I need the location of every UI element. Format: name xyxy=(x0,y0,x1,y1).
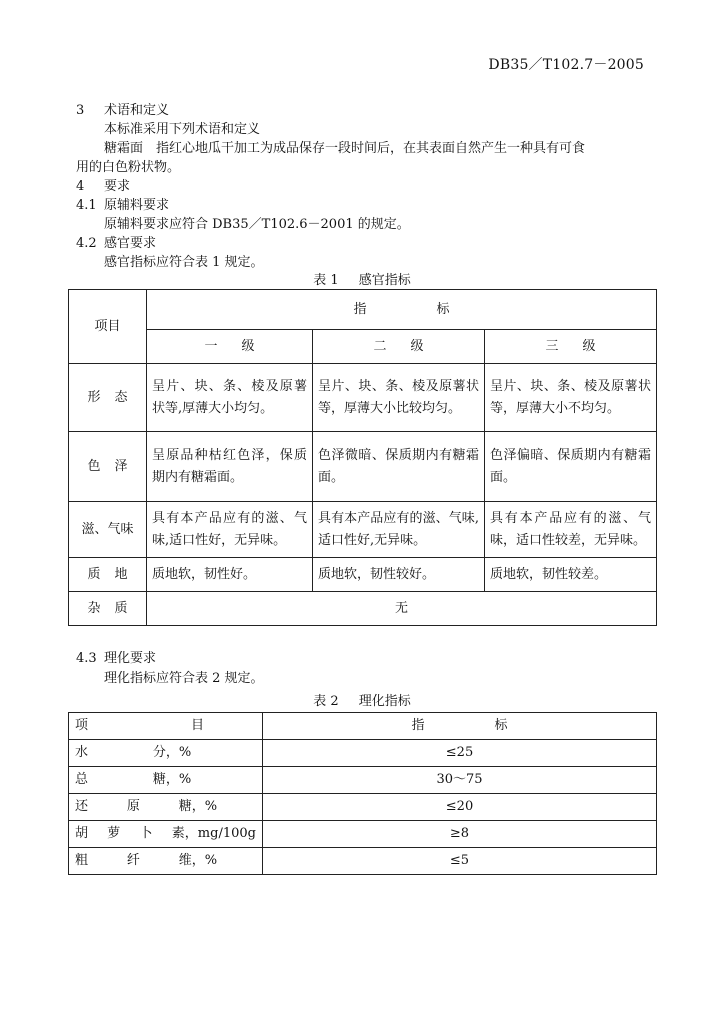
label-part: 粗 xyxy=(75,853,89,868)
table-1-caption xyxy=(0,272,724,290)
header-char: 二 xyxy=(373,338,387,354)
table-row xyxy=(69,821,657,848)
label-char: 态 xyxy=(114,389,128,405)
table-cell: ≤20 xyxy=(263,794,657,821)
header-char: 级 xyxy=(241,338,255,354)
header-char: 目 xyxy=(190,718,204,733)
label-char: 杂 xyxy=(87,600,101,616)
section-4-1-heading xyxy=(76,197,169,215)
section-3-heading xyxy=(76,102,169,120)
label-part: 原 xyxy=(126,799,140,814)
table-cell: ≥8 xyxy=(263,821,657,848)
header-item xyxy=(69,713,263,740)
caption-title: 感官指标 xyxy=(358,273,411,288)
row-label xyxy=(69,767,263,794)
table-row xyxy=(69,558,657,592)
table-row xyxy=(69,767,657,794)
row-label xyxy=(69,592,147,626)
section-4-3-heading xyxy=(76,650,156,668)
table-cell: 具有本产品应有的滋、气味,适口性好,无异味。 xyxy=(313,502,485,558)
label-char: 形 xyxy=(87,389,101,405)
table-row xyxy=(69,794,657,821)
section-4-3-text: 理化指标应符合表 2 规定。 xyxy=(104,671,264,686)
caption-number: 表 1 xyxy=(313,273,339,288)
header-char: 三 xyxy=(545,338,559,354)
header-char: 指 xyxy=(353,301,367,317)
table-cell: 呈片、块、条、棱及原薯状等,厚薄大小均匀。 xyxy=(147,364,313,432)
table-cell: 具有本产品应有的滋、气味,适口性好，无异味。 xyxy=(147,502,313,558)
section-title: 术语和定义 xyxy=(104,103,170,118)
row-label xyxy=(69,821,263,848)
table-cell: 具有本产品应有的滋、气味，适口性较差，无异味。 xyxy=(485,502,657,558)
label-part: 维，% xyxy=(178,853,218,868)
table-cell: 色泽偏暗、保质期内有糖霜面。 xyxy=(485,432,657,502)
label-char: 色 xyxy=(87,458,101,474)
header-char: 指 xyxy=(411,718,425,733)
header-item: 项目 xyxy=(69,290,147,364)
document-id: DB35／T102.7－2005 xyxy=(488,57,644,73)
section-title: 感官要求 xyxy=(104,236,157,251)
section-title: 原辅料要求 xyxy=(104,198,170,213)
header-grade-1 xyxy=(147,330,313,364)
label-part: 糖，% xyxy=(152,772,192,787)
definition-text: 指红心地瓜干加工为成品保存一段时间后，在其表面自然产生一种具有可食 xyxy=(156,141,586,156)
table-cell: 质地软，韧性好。 xyxy=(147,558,313,592)
row-label: 滋、气味 xyxy=(69,502,147,558)
label-part: 萝 xyxy=(107,826,121,841)
header-grade-2 xyxy=(313,330,485,364)
table-row xyxy=(69,364,657,432)
sensory-index-table xyxy=(68,289,657,626)
physicochemical-index-table xyxy=(68,712,657,875)
caption-title: 理化指标 xyxy=(358,694,411,709)
section-4-1-text: 原辅料要求应符合 DB35／T102.6－2001 的规定。 xyxy=(104,217,410,232)
label-part: 分，% xyxy=(152,745,192,760)
table-cell: 质地软，韧性较差。 xyxy=(485,558,657,592)
section-number: 4.2 xyxy=(76,236,97,251)
row-label xyxy=(69,432,147,502)
row-label xyxy=(69,558,147,592)
table-row xyxy=(69,740,657,767)
table-cell: ≤5 xyxy=(263,848,657,875)
row-label xyxy=(69,364,147,432)
header-index xyxy=(147,290,657,330)
label-part: 纤 xyxy=(126,853,140,868)
definition-term: 糖霜面 xyxy=(104,141,144,156)
table-row xyxy=(69,592,657,626)
row-label xyxy=(69,740,263,767)
definition-line xyxy=(104,140,585,158)
table-row xyxy=(69,432,657,502)
header-char: 标 xyxy=(436,301,450,317)
label-char: 泽 xyxy=(114,458,128,474)
table-cell: 呈原品种枯红色泽，保质期内有糖霜面。 xyxy=(147,432,313,502)
table-cell: 30～75 xyxy=(263,767,657,794)
label-part: 卜 xyxy=(139,826,153,841)
label-char: 质 xyxy=(114,600,128,616)
table-cell: 质地软，韧性较好。 xyxy=(313,558,485,592)
label-part: 还 xyxy=(75,799,89,814)
header-char: 一 xyxy=(204,338,218,354)
section-number: 4.1 xyxy=(76,198,97,213)
table-2-caption xyxy=(0,693,724,711)
section-title: 要求 xyxy=(104,179,131,194)
caption-number: 表 2 xyxy=(313,694,339,709)
row-label xyxy=(69,794,263,821)
table-cell: 呈片、块、条、棱及原薯状等，厚薄大小不均匀。 xyxy=(485,364,657,432)
header-char: 标 xyxy=(494,718,508,733)
header-char: 项 xyxy=(75,718,89,733)
section-title: 理化要求 xyxy=(104,651,157,666)
section-4-heading xyxy=(76,178,130,196)
table-cell: ≤25 xyxy=(263,740,657,767)
table-cell: 呈片、块、条、棱及原薯状等，厚薄大小比较均匀。 xyxy=(313,364,485,432)
table-row xyxy=(69,848,657,875)
label-part: 胡 xyxy=(75,826,89,841)
definition-continuation: 用的白色粉状物。 xyxy=(76,160,181,175)
header-index xyxy=(263,713,657,740)
header-char: 级 xyxy=(410,338,424,354)
header-grade-3 xyxy=(485,330,657,364)
row-label xyxy=(69,848,263,875)
label-part: 总 xyxy=(75,772,89,787)
label-char: 质 xyxy=(87,566,101,582)
label-part: 水 xyxy=(75,745,89,760)
section-number: 3 xyxy=(76,103,85,118)
section-3-intro: 本标准采用下列术语和定义 xyxy=(104,122,261,137)
table-cell: 无 xyxy=(147,592,657,626)
label-char: 地 xyxy=(114,566,128,582)
label-part: 糖，% xyxy=(178,799,218,814)
table-row xyxy=(69,502,657,558)
table-cell: 色泽微暗、保质期内有糖霜面。 xyxy=(313,432,485,502)
section-number: 4 xyxy=(76,179,85,194)
section-4-2-heading xyxy=(76,235,156,253)
header-char: 级 xyxy=(582,338,596,354)
section-number: 4.3 xyxy=(76,651,97,666)
label-part: 素，mg/100g xyxy=(171,826,256,841)
section-4-2-text: 感官指标应符合表 1 规定。 xyxy=(104,255,264,270)
